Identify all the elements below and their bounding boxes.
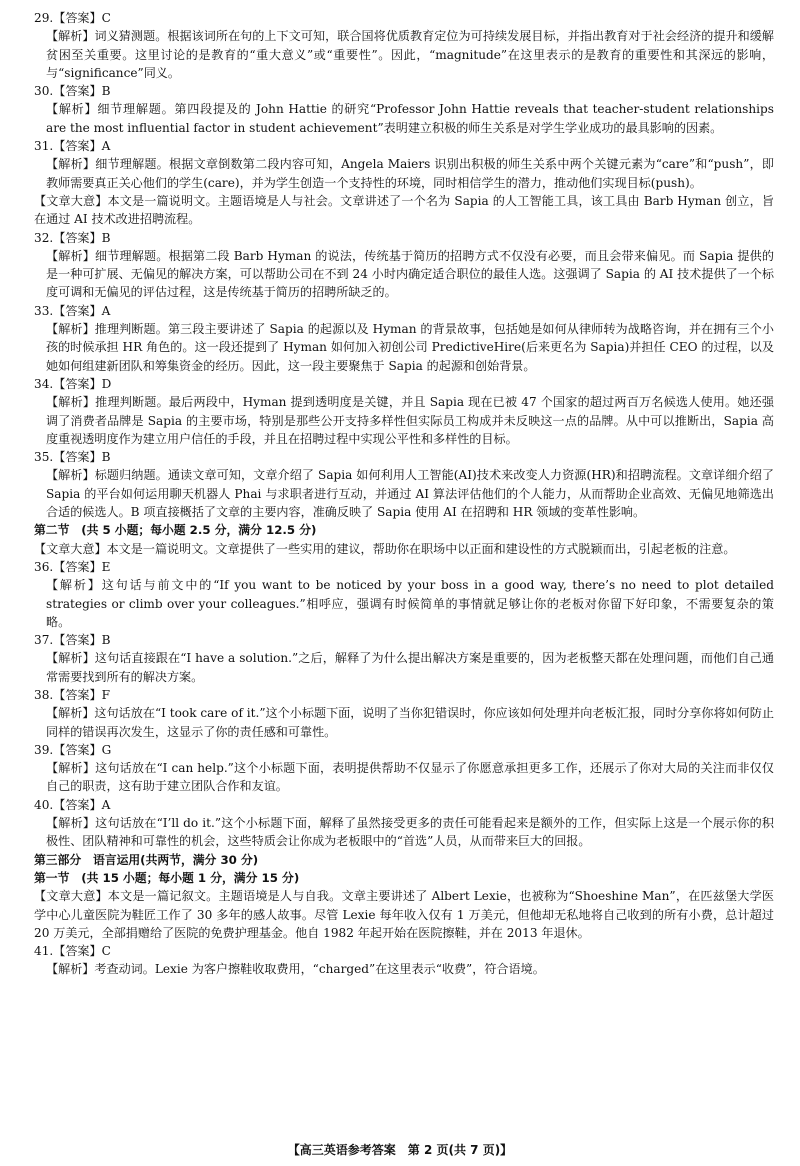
- explanation-paragraph: 【解析】推理判断题。第三段主要讲述了 Sapia 的起源以及 Hyman 的背景故事，包括她是如何从律师转为战略咨询，并在拥有三个小孩的时候承担 HR 角色的。这一段还提到了 Hyman 如何加入初创公司 PredictiveHire(后来更名为 Sapia)并担任 CEO 的过程，以及她如何组建新团队和筹集资金的经历。因此，这一段主要聚焦于 Sapia 的起源和创始背景。: [46, 322, 774, 373]
- explanation-paragraph: 【解析】这句话放在“I’ll do it.”这个小标题下面，解释了虽然接受更多的责任可能看起来是额外的工作，但实际上这是一个展示你的积极性、团队精神和可靠性的机会，这些特质会让你成为老板眼中的“首选”人员，从而带来巨大的回报。: [46, 816, 774, 849]
- article-summary: 【文章大意】本文是一篇说明文。主题语境是人与社会。文章讲述了一个名为 Sapia 的人工智能工具，该工具由 Barb Hyman 创立，旨在通过 AI 技术改进招聘流程。: [34, 193, 774, 227]
- article-summary: 【文章大意】本文是一篇记叙文。主题语境是人与自我。文章主要讲述了 Albert Lexie，也被称为“Shoeshine Man”，在匹兹堡大学医学中心儿童医院为鞋匠工作了 30 多年的感人故事。尽管 Lexie 每年收入仅有 1 万美元，但他却无私地将自己收到的所有小费，总计超过 20 万美元，全部捐赠给了医院的免费护理基金。他自 1982 年起开始在医院擦鞋，并在 2013 年退休。: [34, 889, 774, 940]
- explanation-paragraph: 【解析】词义猜测题。根据该词所在句的上下文可知，联合国将优质教育定位为可持续发展目标，并指出教育对于社会经济的提升和缓解贫困至关重要。这里讨论的是教育的“重大意义”或“重要性”。因此，“magnitude”在这里表示的是教育的重要性和其深远的影响，与“significance”同义。: [46, 29, 774, 80]
- answer-line: 36.【答案】E: [34, 559, 111, 574]
- explanation-paragraph: 【解析】推理判断题。最后两段中，Hyman 提到透明度是关键，并且 Sapia 现在已被 47 个国家的超过两百万名候选人使用。她还强调了消费者品牌是 Sapia 的主要市场，特别是那些公开支持多样性但实际员工构成并未反映这一点的品牌。从中可以推断出，Sapia 高度重视透明度作为建立用户信任的手段，并且在招聘过程中实现公平性和多样性的目标。: [46, 395, 774, 446]
- answer-line: 29.【答案】C: [34, 11, 111, 25]
- page-footer: 【高三英语参考答案 第 2 页(共 7 页)】: [287, 1143, 513, 1157]
- explanation-paragraph: 【解析】标题归纳题。通读文章可知，文章介绍了 Sapia 如何利用人工智能(AI)技术来改变人力资源(HR)和招聘流程。文章详细介绍了 Sapia 的平台如何运用聊天机器人 Phai 与求职者进行互动，并通过 AI 算法评估他们的个人能力，从而帮助企业高效、无偏见地筛选出合适的候选人。B 项直接概括了文章的主要内容，准确反映了 Sapia 使用 AI 在招聘和 HR 领域的变革性影响。: [46, 468, 774, 520]
- explanation-paragraph: 【解析】考查动词。Lexie 为客户擦鞋收取费用，“charged”在这里表示“收费”，符合语境。: [46, 962, 545, 977]
- answer-line: 40.【答案】A: [34, 797, 111, 812]
- answer-line: 38.【答案】F: [34, 687, 110, 702]
- explanation-paragraph: 【解析】细节理解题。根据第二段 Barb Hyman 的说法，传统基于简历的招聘方式不仅没有必要，而且会带来偏见。而 Sapia 提供的是一种可扩展、无偏见的解决方案，可以帮助公司在不到 24 小时内确定适合职位的最佳人选。这强调了 Sapia 的 AI 技术提供了一个标度可调和无偏见的评估过程，这是传统基于简历的招聘所缺乏的。: [46, 248, 774, 300]
- answer-line: 30.【答案】B: [34, 84, 111, 99]
- answer-line: 32.【答案】B: [34, 230, 111, 245]
- explanation-paragraph: 【解析】这句话放在“I can help.”这个小标题下面，表明提供帮助不仅显示了你愿意承担更多工作，还展示了你对大局的关注而非仅仅自己的职责，这有助于建立团队合作和友谊。: [46, 761, 774, 794]
- explanation-paragraph: 【解析】细节理解题。第四段提及的 John Hattie 的研究“Professor John Hattie reveals that teacher-student relationships are the most influential factor in student achievement”表明建立积极的师生关系是对学生学业成功的最具影响的因素。: [46, 102, 774, 135]
- section-heading: 第一节 (共 15 小题；每小题 1 分，满分 15 分): [34, 870, 300, 885]
- section-heading: 第二节 (共 5 小题；每小题 2.5 分，满分 12.5 分): [34, 523, 317, 538]
- explanation-paragraph: 【解析】这句话与前文中的“If you want to be noticed by your boss in a good way, there’s no need to plot detailed strategies or climb over your colleagues.”相呼应，强调有时候简单的事情就足够让你的老板对你留下好印象，不需要复杂的策略。: [46, 578, 774, 629]
- answer-list: [34, 9, 774, 979]
- answer-line: 39.【答案】G: [34, 742, 112, 757]
- article-summary: 【文章大意】本文是一篇说明文。文章提供了一些实用的建议，帮助你在职场中以正面和建设性的方式脱颖而出，引起老板的注意。: [34, 541, 736, 556]
- answer-line: 37.【答案】B: [34, 633, 111, 648]
- section-heading: 第三部分 语言运用(共两节，满分 30 分): [34, 852, 259, 867]
- answer-line: 31.【答案】A: [34, 139, 111, 154]
- answer-line: 34.【答案】D: [34, 376, 112, 391]
- explanation-paragraph: 【解析】这句话直接跟在“I have a solution.”之后，解释了为什么提出解决方案是重要的，因为老板整天都在处理问题，而他们自己通常需要找到所有的解决方案。: [46, 651, 774, 684]
- explanation-paragraph: 【解析】这句话放在“I took care of it.”这个小标题下面，说明了当你犯错误时，你应该如何处理并向老板汇报，同时分享你将如何防止同样的错误再次发生，这显示了你的责任感和可靠性。: [46, 706, 774, 739]
- answer-line: 41.【答案】C: [34, 944, 111, 959]
- answer-line: 35.【答案】B: [34, 450, 111, 465]
- answer-line: 33.【答案】A: [34, 303, 111, 318]
- explanation-paragraph: 【解析】细节理解题。根据文章倒数第二段内容可知，Angela Maiers 识别出积极的师生关系中两个关键元素为“care”和“push”，即教师需要真正关心他们的学生(care)，并为学生创造一个支持性的环境，同时相信学生的潜力，推动他们实现目标(push)。: [46, 157, 774, 190]
